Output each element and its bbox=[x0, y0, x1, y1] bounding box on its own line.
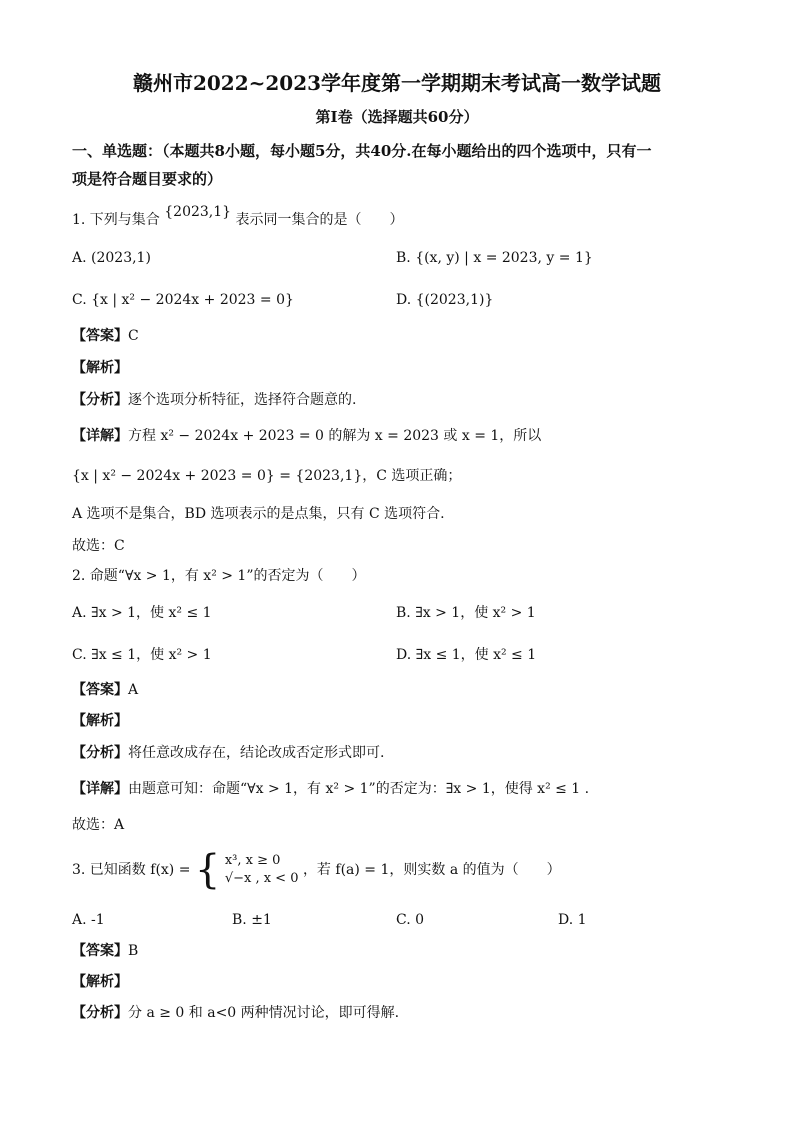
q2-answer-tag: 【答案】 bbox=[72, 682, 128, 698]
q3-answer: B bbox=[128, 943, 139, 959]
page-subtitle: 第Ⅰ卷（选择题共60分） bbox=[315, 108, 479, 126]
q3-option-d: D. 1 bbox=[558, 912, 587, 928]
piecewise-case-1: x³, x ≥ 0 bbox=[224, 853, 281, 868]
q1-option-d: D. {(2023,1)} bbox=[396, 292, 494, 308]
section-heading-line2: 项是符合题目要求的） bbox=[72, 170, 223, 188]
q3-fenxi-line bbox=[72, 1003, 399, 1023]
q2-xiangjie: 由题意可知：命题“∀x > 1，有 x² > 1”的否定为：∃x > 1，使得 x² ≤ 1 . bbox=[128, 781, 590, 797]
q1-xiangjie-3: A 选项不是集合，BD 选项表示的是点集，只有 C 选项符合. bbox=[72, 506, 445, 522]
q3-option-a: A. -1 bbox=[72, 912, 105, 928]
q2-option-d: D. ∃x ≤ 1，使 x² ≤ 1 bbox=[396, 647, 537, 663]
q1-stem bbox=[72, 204, 404, 230]
q2-fenxi-line bbox=[72, 743, 384, 763]
q3-answer-line bbox=[72, 941, 138, 961]
q2-option-b: B. ∃x > 1，使 x² > 1 bbox=[396, 605, 536, 621]
q1-xiangjie-line bbox=[72, 426, 541, 446]
q1-answer-tag: 【答案】 bbox=[72, 328, 128, 344]
q1-option-c: C. {x | x² − 2024x + 2023 = 0} bbox=[72, 292, 294, 308]
q1-analysis-tag: 【解析】 bbox=[72, 360, 128, 376]
q2-xiangjie-line bbox=[72, 779, 589, 799]
q3-answer-tag: 【答案】 bbox=[72, 943, 128, 959]
q3-fenxi-tag: 【分析】 bbox=[72, 1005, 128, 1021]
q1-xiangjie-1: 方程 x² − 2024x + 2023 = 0 的解为 x = 2023 或 x = 1，所以 bbox=[128, 428, 542, 444]
q1-stem-prefix: 1. 下列与集合 bbox=[72, 212, 160, 228]
piecewise-case-2: √−x , x < 0 bbox=[224, 871, 299, 886]
q3-stem bbox=[72, 846, 561, 894]
q1-option-b: B. {(x, y) | x = 2023, y = 1} bbox=[396, 250, 593, 266]
q3-stem-suffix: ，若 f(a) = 1，则实数 a 的值为（ ） bbox=[302, 862, 561, 878]
q2-stem: 2. 命题“∀x > 1，有 x² > 1”的否定为（ ） bbox=[72, 568, 366, 584]
q1-fenxi: 逐个选项分析特征，选择符合题意的. bbox=[128, 392, 357, 408]
piecewise-brace: { bbox=[194, 847, 221, 893]
q2-option-c: C. ∃x ≤ 1，使 x² > 1 bbox=[72, 647, 212, 663]
q2-xiangjie-tag: 【详解】 bbox=[72, 781, 128, 797]
q1-answer-line bbox=[72, 326, 139, 346]
q2-fenxi-tag: 【分析】 bbox=[72, 745, 128, 761]
q2-analysis-tag: 【解析】 bbox=[72, 713, 128, 729]
q1-fenxi-tag: 【分析】 bbox=[72, 392, 128, 408]
q2-fenxi: 将任意改成存在，结论改成否定形式即可. bbox=[128, 745, 385, 761]
q1-fenxi-line bbox=[72, 390, 356, 410]
q1-stem-set: {2023,1} bbox=[164, 204, 232, 220]
q2-answer: A bbox=[128, 682, 139, 698]
q1-stem-suffix: 表示同一集合的是（ ） bbox=[235, 212, 404, 228]
q1-conclusion: 故选：C bbox=[72, 538, 125, 554]
q1-option-a: A. (2023,1) bbox=[72, 250, 151, 266]
q2-conclusion: 故选：A bbox=[72, 817, 125, 833]
q3-option-b: B. ±1 bbox=[232, 912, 272, 928]
q1-xiangjie-2: {x | x² − 2024x + 2023 = 0} = {2023,1}，C 选项正确； bbox=[72, 468, 462, 484]
q3-stem-prefix: 3. 已知函数 f(x) = bbox=[72, 862, 191, 878]
q2-option-a: A. ∃x > 1，使 x² ≤ 1 bbox=[72, 605, 212, 621]
q2-answer-line bbox=[72, 680, 138, 700]
q1-answer: C bbox=[128, 328, 139, 344]
section-heading-line1: 一、单选题：（本题共8小题，每小题5分，共40分.在每小题给出的四个选项中，只有一 bbox=[72, 142, 652, 160]
q1-xiangjie-tag: 【详解】 bbox=[72, 428, 128, 444]
q3-option-c: C. 0 bbox=[396, 912, 425, 928]
q3-analysis-tag: 【解析】 bbox=[72, 974, 128, 990]
piecewise-cases bbox=[225, 852, 299, 888]
page-title: 赣州市2022~2023学年度第一学期期末考试高一数学试题 bbox=[132, 71, 662, 95]
q3-fenxi: 分 a ≥ 0 和 a<0 两种情况讨论，即可得解. bbox=[128, 1005, 400, 1021]
